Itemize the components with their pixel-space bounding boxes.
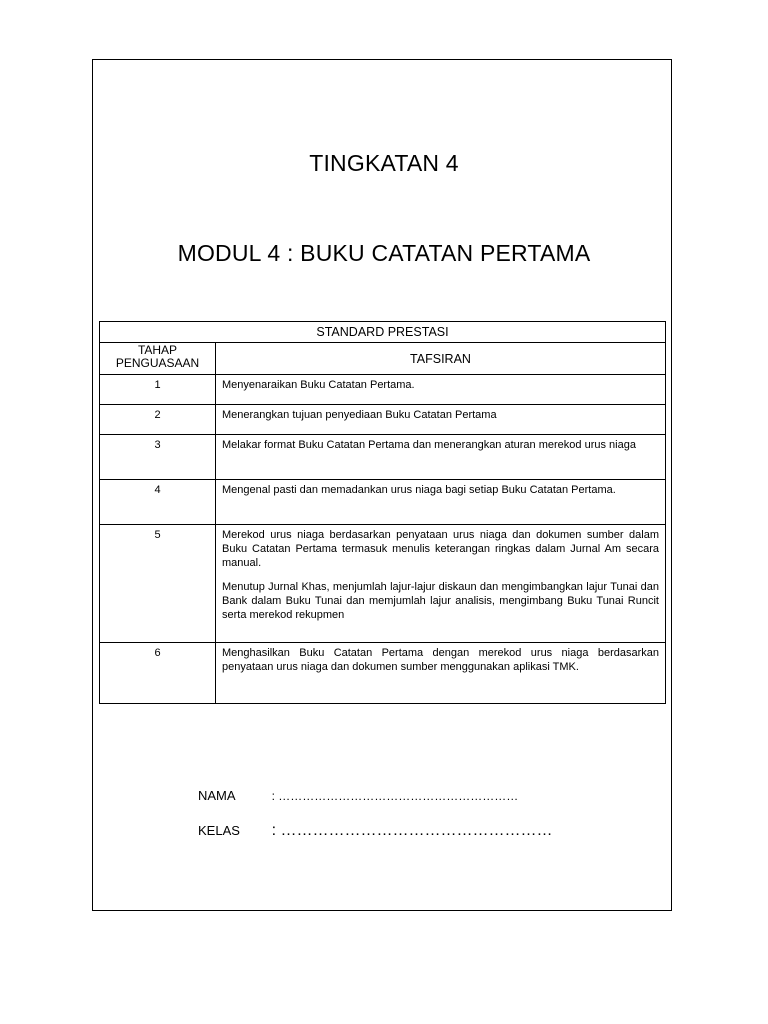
description-text: Merekod urus niaga berdasarkan penyataan urus niaga dan dokumen sumber dalam Buku Catatan Pertama termasuk menulis keterangan ringkas dalam Jurnal Am secara manual.: [222, 529, 659, 570]
level-cell: 2: [100, 405, 216, 435]
table-row: [100, 405, 666, 435]
achievement-standard-table: [99, 321, 666, 704]
description-cell: [216, 480, 666, 525]
table-row: [100, 375, 666, 405]
level-cell: 6: [100, 643, 216, 704]
level-cell: 3: [100, 435, 216, 480]
table-row: [100, 480, 666, 525]
class-label: KELAS: [198, 823, 240, 838]
description-text: Mengenal pasti dan memadankan urus niaga bagi setiap Buku Catatan Pertama.: [222, 484, 616, 496]
table-row: [100, 643, 666, 704]
description-cell: [216, 435, 666, 480]
description-cell: [216, 375, 666, 405]
column-header-level: TAHAP PENGUASAAN: [100, 343, 216, 375]
table-caption: STANDARD PRESTASI: [100, 322, 666, 343]
description-text: Melakar format Buku Catatan Pertama dan menerangkan aturan merekod urus niaga: [222, 439, 636, 451]
description-text: Menghasilkan Buku Catatan Pertama dengan merekod urus niaga berdasarkan penyataan urus niaga dan dokumen sumber menggunakan aplikasi TMK.: [222, 647, 659, 674]
table-row: [100, 435, 666, 480]
column-header-description: TAFSIRAN: [216, 343, 666, 375]
table-header-row: [100, 343, 666, 375]
description-cell: [216, 525, 666, 643]
name-field[interactable]: [198, 788, 518, 803]
description-text: Menutup Jurnal Khas, menjumlah lajur-lajur diskaun dan mengimbangkan lajur Tunai dan Bank dalam Buku Tunai dan memjumlah lajur analisis, mengimbang Buku Tunai Runcit serta merekod rekupmen: [222, 581, 659, 622]
level-cell: 4: [100, 480, 216, 525]
description-cell: [216, 405, 666, 435]
level-cell: 5: [100, 525, 216, 643]
name-blank[interactable]: : ……………………………………………………: [271, 789, 519, 803]
class-blank[interactable]: : ……………………………………………: [271, 822, 553, 839]
description-text: Menyenaraikan Buku Catatan Pertama.: [222, 379, 415, 391]
description-cell: [216, 643, 666, 704]
level-cell: 1: [100, 375, 216, 405]
description-text: Menerangkan tujuan penyediaan Buku Catatan Pertama: [222, 409, 497, 421]
module-title: MODUL 4 : BUKU CATATAN PERTAMA: [177, 240, 591, 266]
table-row: [100, 525, 666, 643]
name-label: NAMA: [198, 788, 236, 803]
class-field[interactable]: [198, 822, 553, 840]
form-level-title: TINGKATAN 4: [309, 150, 459, 176]
table-caption-row: [100, 322, 666, 343]
